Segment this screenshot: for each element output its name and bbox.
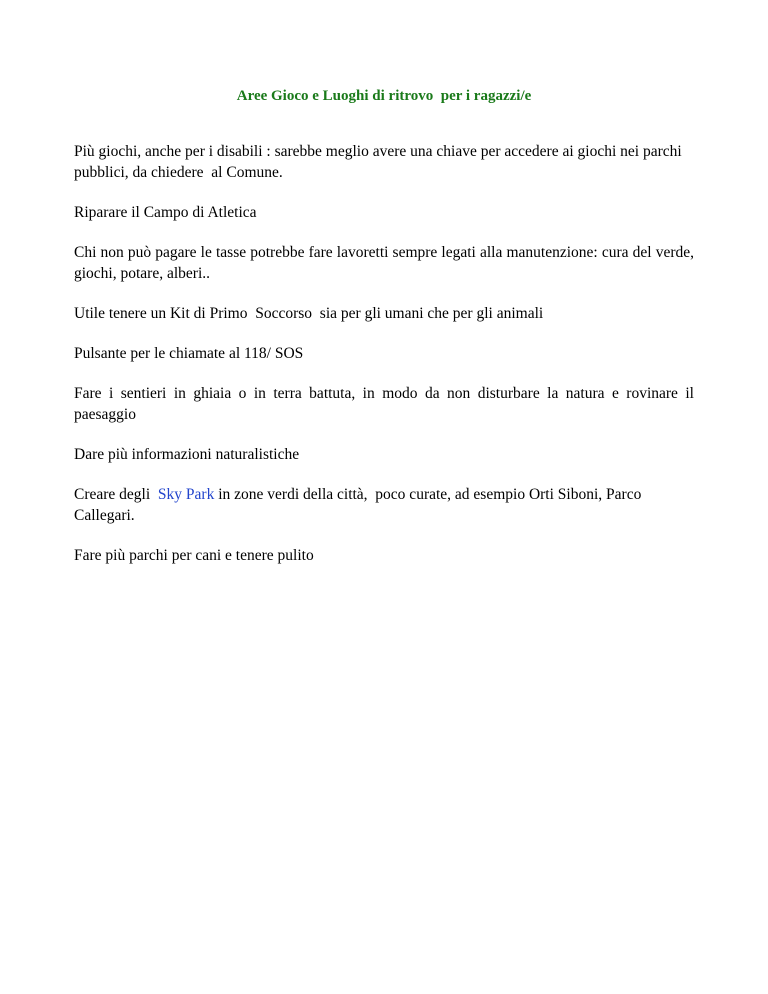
paragraph-pulsante-sos: Pulsante per le chiamate al 118/ SOS xyxy=(74,345,304,362)
paragraph-lavoretti: Chi non può pagare le tasse potrebbe fare lavoretti sempre legati alla manutenzione: cura del verde, giochi, potare, alberi.. xyxy=(74,244,694,282)
sky-park-text-after: in zone verdi della città, poco curate, ad esempio Orti Siboni, Parco Callegari. xyxy=(74,486,646,524)
page-title: Aree Gioco e Luoghi di ritrovo per i ragazzi/e xyxy=(236,88,532,104)
sky-park-text-before: Creare degli xyxy=(74,486,158,503)
paragraph-campo-atletica: Riparare il Campo di Atletica xyxy=(74,204,257,221)
paragraph-giochi-disabili: Più giochi, anche per i disabili : sarebbe meglio avere una chiave per accedere ai giochi nei parchi pubblici, da chiedere al Comune. xyxy=(74,143,686,181)
paragraph-informazioni: Dare più informazioni naturalistiche xyxy=(74,446,300,463)
paragraph-kit-soccorso: Utile tenere un Kit di Primo Soccorso sia per gli umani che per gli animali xyxy=(74,305,544,322)
sky-park-link[interactable]: Sky Park xyxy=(157,486,215,503)
paragraph-sentieri: Fare i sentieri in ghiaia o in terra battuta, in modo da non disturbare la natura e rovinare il paesaggio xyxy=(74,385,694,423)
paragraph-sky-park xyxy=(74,484,694,526)
document-body xyxy=(74,141,694,585)
paragraph-parchi-cani: Fare più parchi per cani e tenere pulito xyxy=(74,547,314,564)
